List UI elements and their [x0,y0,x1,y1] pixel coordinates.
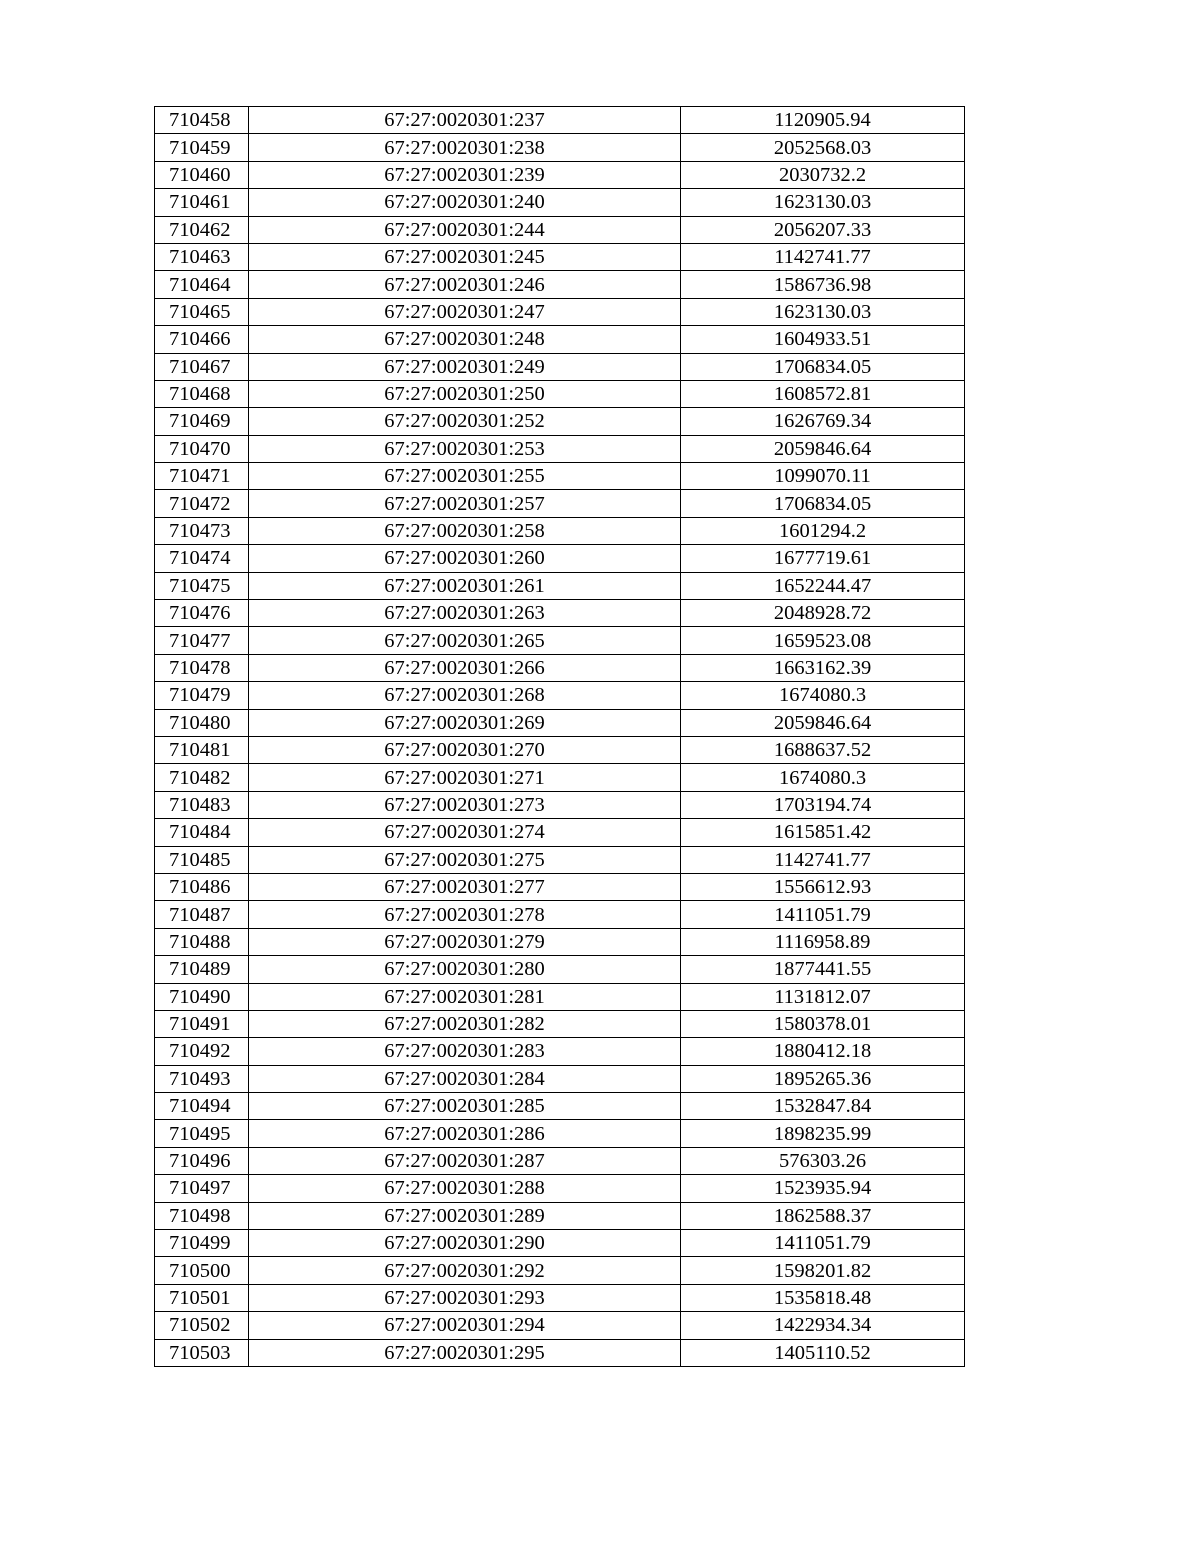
row-number-cell: 710476 [155,600,249,627]
cadastral-number-cell: 67:27:0020301:270 [249,736,681,763]
cadastral-value-cell: 1626769.34 [681,408,965,435]
cadastral-value-cell: 1535818.48 [681,1284,965,1311]
cadastral-value-cell: 1663162.39 [681,654,965,681]
row-number-cell: 710478 [155,654,249,681]
cadastral-number-cell: 67:27:0020301:275 [249,846,681,873]
row-number-cell: 710482 [155,764,249,791]
table-row [155,1230,965,1257]
table-row [155,736,965,763]
cadastral-number-cell: 67:27:0020301:289 [249,1202,681,1229]
row-number-cell: 710479 [155,682,249,709]
row-number-cell: 710495 [155,1120,249,1147]
table-row [155,1147,965,1174]
table-row [155,1120,965,1147]
cadastral-value-cell: 1659523.08 [681,627,965,654]
cadastral-number-cell: 67:27:0020301:269 [249,709,681,736]
cadastral-number-cell: 67:27:0020301:290 [249,1230,681,1257]
cadastral-number-cell: 67:27:0020301:238 [249,134,681,161]
row-number-cell: 710477 [155,627,249,654]
cadastral-value-cell: 1688637.52 [681,736,965,763]
cadastral-value-cell: 1116958.89 [681,928,965,955]
cadastral-number-cell: 67:27:0020301:292 [249,1257,681,1284]
cadastral-number-cell: 67:27:0020301:280 [249,956,681,983]
cadastral-number-cell: 67:27:0020301:240 [249,189,681,216]
table-row [155,545,965,572]
table-row [155,1038,965,1065]
cadastral-value-cell: 1099070.11 [681,463,965,490]
cadastral-number-cell: 67:27:0020301:295 [249,1339,681,1366]
cadastral-number-cell: 67:27:0020301:255 [249,463,681,490]
cadastral-value-cell: 1674080.3 [681,682,965,709]
cadastral-number-cell: 67:27:0020301:271 [249,764,681,791]
cadastral-value-cell: 1556612.93 [681,873,965,900]
table-row [155,1339,965,1366]
table-row [155,161,965,188]
table-row [155,326,965,353]
row-number-cell: 710496 [155,1147,249,1174]
cadastral-value-cell: 1608572.81 [681,380,965,407]
cadastral-number-cell: 67:27:0020301:257 [249,490,681,517]
cadastral-value-cell: 2030732.2 [681,161,965,188]
table-row [155,1257,965,1284]
table-row [155,1010,965,1037]
cadastral-value-cell: 2056207.33 [681,216,965,243]
row-number-cell: 710469 [155,408,249,435]
row-number-cell: 710493 [155,1065,249,1092]
table-row [155,1284,965,1311]
table-row [155,627,965,654]
cadastral-value-cell: 1615851.42 [681,819,965,846]
row-number-cell: 710501 [155,1284,249,1311]
row-number-cell: 710463 [155,243,249,270]
cadastral-value-cell: 576303.26 [681,1147,965,1174]
cadastral-value-cell: 1120905.94 [681,107,965,134]
cadastral-number-cell: 67:27:0020301:281 [249,983,681,1010]
row-number-cell: 710499 [155,1230,249,1257]
table-row [155,654,965,681]
table-row [155,983,965,1010]
row-number-cell: 710492 [155,1038,249,1065]
cadastral-value-cell: 1411051.79 [681,901,965,928]
cadastral-value-cell: 2052568.03 [681,134,965,161]
cadastral-number-cell: 67:27:0020301:266 [249,654,681,681]
table-row [155,791,965,818]
row-number-cell: 710502 [155,1312,249,1339]
cadastral-number-cell: 67:27:0020301:278 [249,901,681,928]
cadastral-value-cell: 1405110.52 [681,1339,965,1366]
table-row [155,873,965,900]
table-row [155,408,965,435]
row-number-cell: 710497 [155,1175,249,1202]
row-number-cell: 710485 [155,846,249,873]
row-number-cell: 710468 [155,380,249,407]
cadastral-number-cell: 67:27:0020301:244 [249,216,681,243]
cadastral-value-cell: 1652244.47 [681,572,965,599]
cadastral-number-cell: 67:27:0020301:273 [249,791,681,818]
row-number-cell: 710494 [155,1093,249,1120]
cadastral-number-cell: 67:27:0020301:258 [249,517,681,544]
table-row [155,353,965,380]
row-number-cell: 710462 [155,216,249,243]
row-number-cell: 710471 [155,463,249,490]
table-row [155,956,965,983]
cadastral-value-cell: 1411051.79 [681,1230,965,1257]
table-row [155,1065,965,1092]
row-number-cell: 710480 [155,709,249,736]
cadastral-value-cell: 1601294.2 [681,517,965,544]
cadastral-number-cell: 67:27:0020301:279 [249,928,681,955]
table-row [155,380,965,407]
cadastral-value-cell: 1598201.82 [681,1257,965,1284]
row-number-cell: 710458 [155,107,249,134]
cadastral-number-cell: 67:27:0020301:237 [249,107,681,134]
table-row [155,1093,965,1120]
row-number-cell: 710459 [155,134,249,161]
cadastral-number-cell: 67:27:0020301:268 [249,682,681,709]
table-row [155,189,965,216]
cadastral-value-cell: 1422934.34 [681,1312,965,1339]
cadastral-number-cell: 67:27:0020301:288 [249,1175,681,1202]
cadastral-number-cell: 67:27:0020301:265 [249,627,681,654]
cadastral-number-cell: 67:27:0020301:247 [249,298,681,325]
cadastral-value-cell: 1604933.51 [681,326,965,353]
cadastral-value-cell: 1532847.84 [681,1093,965,1120]
table-row [155,928,965,955]
cadastral-value-cell: 2059846.64 [681,435,965,462]
row-number-cell: 710491 [155,1010,249,1037]
cadastral-value-cell: 1895265.36 [681,1065,965,1092]
table-row [155,901,965,928]
cadastral-value-cell: 1703194.74 [681,791,965,818]
row-number-cell: 710475 [155,572,249,599]
table-row [155,600,965,627]
table-row [155,1202,965,1229]
table-body [155,107,965,1367]
table-row [155,298,965,325]
table-row [155,271,965,298]
row-number-cell: 710487 [155,901,249,928]
row-number-cell: 710489 [155,956,249,983]
row-number-cell: 710472 [155,490,249,517]
row-number-cell: 710481 [155,736,249,763]
row-number-cell: 710461 [155,189,249,216]
table-row [155,490,965,517]
cadastral-value-cell: 1862588.37 [681,1202,965,1229]
cadastral-value-cell: 1898235.99 [681,1120,965,1147]
row-number-cell: 710460 [155,161,249,188]
table-row [155,463,965,490]
table-row [155,572,965,599]
cadastral-value-cell: 1142741.77 [681,846,965,873]
table-row [155,435,965,462]
cadastral-number-cell: 67:27:0020301:246 [249,271,681,298]
row-number-cell: 710483 [155,791,249,818]
row-number-cell: 710465 [155,298,249,325]
table-row [155,216,965,243]
cadastral-value-cell: 1877441.55 [681,956,965,983]
table-row [155,1312,965,1339]
table-row [155,107,965,134]
row-number-cell: 710464 [155,271,249,298]
cadastral-value-cell: 1523935.94 [681,1175,965,1202]
cadastral-value-cell: 1580378.01 [681,1010,965,1037]
cadastral-number-cell: 67:27:0020301:248 [249,326,681,353]
cadastral-number-cell: 67:27:0020301:263 [249,600,681,627]
table-row [155,764,965,791]
table-row [155,1175,965,1202]
cadastral-number-cell: 67:27:0020301:286 [249,1120,681,1147]
cadastral-value-cell: 2048928.72 [681,600,965,627]
cadastral-value-cell: 1706834.05 [681,353,965,380]
cadastral-value-cell: 1623130.03 [681,298,965,325]
table-row [155,846,965,873]
cadastral-number-cell: 67:27:0020301:285 [249,1093,681,1120]
cadastral-value-table [154,106,965,1367]
row-number-cell: 710488 [155,928,249,955]
row-number-cell: 710473 [155,517,249,544]
cadastral-number-cell: 67:27:0020301:294 [249,1312,681,1339]
cadastral-value-cell: 1131812.07 [681,983,965,1010]
cadastral-number-cell: 67:27:0020301:274 [249,819,681,846]
cadastral-number-cell: 67:27:0020301:249 [249,353,681,380]
row-number-cell: 710474 [155,545,249,572]
row-number-cell: 710500 [155,1257,249,1284]
table-row [155,709,965,736]
table-row [155,682,965,709]
cadastral-value-cell: 1674080.3 [681,764,965,791]
row-number-cell: 710503 [155,1339,249,1366]
cadastral-value-cell: 1880412.18 [681,1038,965,1065]
cadastral-number-cell: 67:27:0020301:245 [249,243,681,270]
row-number-cell: 710467 [155,353,249,380]
table-row [155,243,965,270]
cadastral-number-cell: 67:27:0020301:293 [249,1284,681,1311]
cadastral-value-cell: 2059846.64 [681,709,965,736]
row-number-cell: 710470 [155,435,249,462]
cadastral-value-cell: 1142741.77 [681,243,965,270]
cadastral-number-cell: 67:27:0020301:277 [249,873,681,900]
cadastral-number-cell: 67:27:0020301:282 [249,1010,681,1037]
table-row [155,517,965,544]
cadastral-value-cell: 1586736.98 [681,271,965,298]
cadastral-number-cell: 67:27:0020301:284 [249,1065,681,1092]
cadastral-number-cell: 67:27:0020301:283 [249,1038,681,1065]
cadastral-number-cell: 67:27:0020301:260 [249,545,681,572]
cadastral-value-cell: 1706834.05 [681,490,965,517]
cadastral-number-cell: 67:27:0020301:250 [249,380,681,407]
cadastral-number-cell: 67:27:0020301:253 [249,435,681,462]
cadastral-value-cell: 1623130.03 [681,189,965,216]
row-number-cell: 710484 [155,819,249,846]
cadastral-number-cell: 67:27:0020301:239 [249,161,681,188]
cadastral-value-cell: 1677719.61 [681,545,965,572]
row-number-cell: 710490 [155,983,249,1010]
row-number-cell: 710486 [155,873,249,900]
row-number-cell: 710466 [155,326,249,353]
cadastral-number-cell: 67:27:0020301:287 [249,1147,681,1174]
cadastral-number-cell: 67:27:0020301:261 [249,572,681,599]
table-row [155,819,965,846]
table-row [155,134,965,161]
row-number-cell: 710498 [155,1202,249,1229]
cadastral-number-cell: 67:27:0020301:252 [249,408,681,435]
